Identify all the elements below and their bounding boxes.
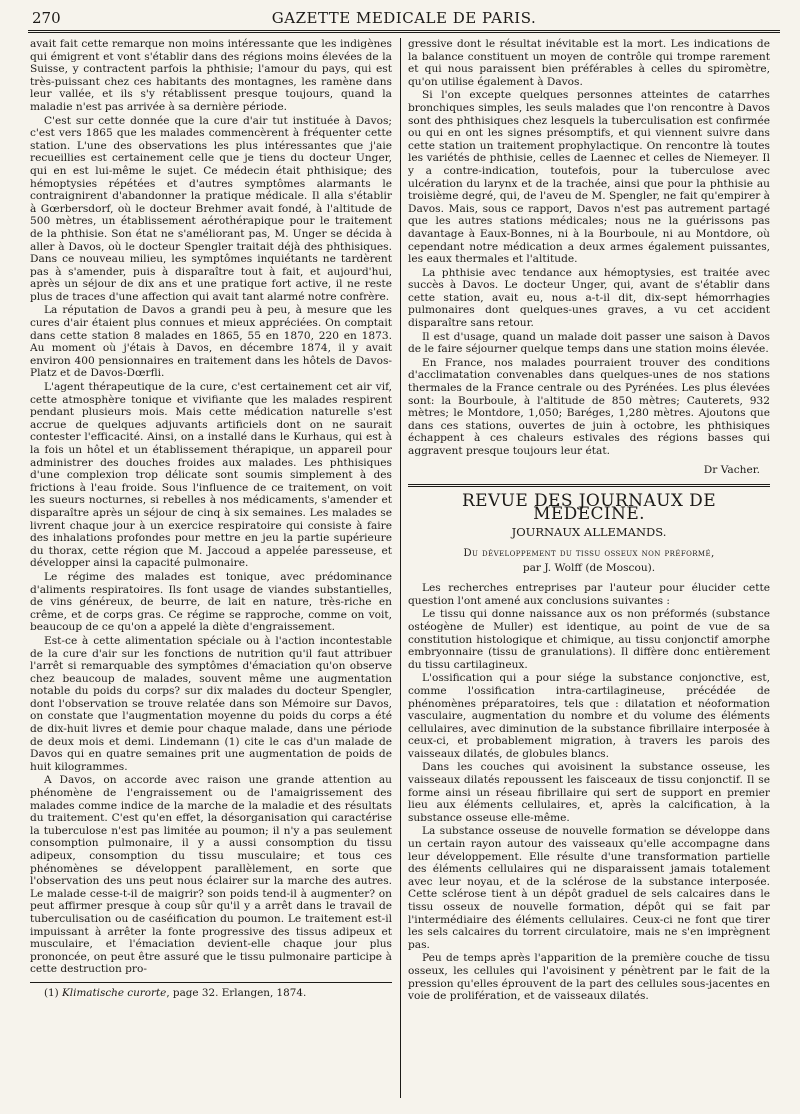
author-signature: Dr Vacher. <box>703 463 760 476</box>
section-title: REVUE DES JOURNAUX DE MÉDECINE. <box>461 491 717 524</box>
paragraph: Le régime des malades est tonique, avec prédominance d'aliments respiratoires. Ils font usage de viandes substantielles, de vins généreux, de beurre, de lait en nature, très-riche en crême, et de corps gras. Ce régime se rapproche, comme on voit, beaucoup de ce qu'on a appelé la diète d'engraissement. <box>30 570 392 634</box>
page-header <box>28 6 780 28</box>
paragraph: A Davos, on accorde avec raison une grande attention au phénomène de l'engraissement ou de l'amaigrissement des malades comme indice de la marche de la maladie et des résultats du traitement. C'est qu'en effet, la désorganisation qui caractérise la tuberculose n'est pas limitée au poumon; il n'y a pas seulement consomption pulmonaire, il y a aussi consomption du tissu adipeux, consomption du tissu musculaire; et tous ces phénomènes se développent parallèlement, en sorte que l'observation des uns peut nous éclairer sur la marche des autres. Le malade cesse-t-il de maigrir? son poids tend-il à augmenter? on peut affirmer presque à coup sûr qu'il y a arrêt dans le travail de tuberculisation ou de caséification du poumon. Le traitement est-il impuissant à arrêter la fonte progressive des tissus adipeux et musculaire, et l'émaciation devient-elle chaque jour plus prononcée, on peut être assuré que le tissu pulmonaire participe à cette destruction pro- <box>30 774 392 976</box>
paragraph: Dans les couches qui avoisinent la substance osseuse, les vaisseaux dilatés repoussent les faisceaux de tissu conjonctif. Il se forme ainsi un réseau fibrillaire qui sert de support en premier lieu aux éléments cellulaires, et, après la calcification, à la substance osseuse elle-même. <box>408 761 770 824</box>
paragraph: avait fait cette remarque non moins intéressante que les indigènes qui émigrent et vont s'établir dans des régions moins élevées de la Suisse, y contractent parfois la phthisie; l'amour du pays, qui est très-puissant chez ces habitants des montagnes, les ramène dans leur vallée, et ils s'y rétablissent presque toujours, quand la maladie n'est pas arrivée à sa dernière période. <box>30 38 392 113</box>
footnote-rest: , page 32. Erlangen, 1874. <box>166 986 307 999</box>
paragraph: En France, nos malades pourraient trouver des conditions d'acclimatation convenables dans quelques-unes de nos stations thermales de la France centrale ou des Pyrénées. Les plus élevées sont: la Bourboule, à l'altitude de 850 mètres; Cauterets, 932 mètres; le Montdore, 1,050; Baréges, 1,280 mètres. Ajoutons que dans ces stations, ouvertes de juin à octobre, les phthisiques échappent à ces chaleurs estivales des régions basses qui aggravent presque toujours leur état. <box>408 356 770 457</box>
paragraph: La substance osseuse de nouvelle formation se développe dans un certain rayon autour des vaisseaux qu'elle accompagne dans leur développement. Elle résulte d'une transformation partielle des éléments cellulaires qui ne disparaissent jamais totalement avec leur noyau, et de la sclérose de la substance interposée. Cette sclérose tient à un dépôt graduel de sels calcaires dans le tissu osseux de nouvelle formation, dépôt qui se fait par l'intermédiaire des éléments cellulaires. Ceux-ci ne font que tirer les sels calcaires du torrent circulatoire, mais ne s'en imprègnent pas. <box>408 825 770 951</box>
paragraph: Les recherches entreprises par l'auteur pour élucider cette question l'ont amené aux conclusions suivantes : <box>408 582 770 607</box>
paragraph: Il est d'usage, quand un malade doit passer une saison à Davos de le faire séjourner quelque temps dans une station moins élevée. <box>408 330 770 356</box>
page-number: 270 <box>32 9 61 27</box>
paragraph: Si l'on excepte quelques personnes atteintes de catarrhes bronchiques simples, les seuls malades que l'on rencontre à Davos sont des phthisiques chez lesquels la tuberculisation est confirmée ou qui en ont les signes présomptifs, et qui viennent suivre dans cette station un traitement prophylactique. On rencontre là toutes les variétés de phthisie, celles de Laennec et celles de Niemeyer. Il y a contre-indication, toutefois, pour la tuberculose avec ulcération du larynx et de la trachée, ainsi que pour la phthisie au troisième degré, qui, de l'aveu de M. Spengler, ne fait qu'empirer à Davos. Mais, sous ce rapport, Davos n'est pas autrement partagé que les autres stations médicales; nous ne la guérissons pas davantage à Eaux-Bonnes, ni à la Bourboule, ni au Montdore, où cependant notre médication a deux armes également puissantes, les eaux thermales et l'altitude. <box>408 89 770 266</box>
footnote-title: Klimatische curorte <box>62 986 167 999</box>
paragraph: Le tissu qui donne naissance aux os non préformés (substance ostéogène de Muller) est identique, au point de vue de sa constitution histologique et chimique, au tissu conjonctif amorphe embryonnaire (tissu de granulations). Il diffère donc entièrement du tissu cartilagineux. <box>408 608 770 671</box>
paragraph: L'agent thérapeutique de la cure, c'est certainement cet air vif, cette atmosphère tonique et vivifiante que les malades respirent pendant plusieurs mois. Mais cette médication naturelle s'est accrue de quelques adjuvants artificiels dont on ne saurait contester l'efficacité. Ainsi, on a installé dans le Kurhaus, qui est à la fois un hôtel et un établissement thérapique, un appareil pour administrer des douches froides aux malades. Les phthisiques d'une complexion trop délicate sont soumis simplement à des frictions à l'eau froide. Sous l'influence de ce traitement, on voit les sueurs nocturnes, si rebelles à nos médicaments, s'amender et disparaître après un séjour de cinq à six semaines. Les malades se livrent chaque jour à un exercice respiratoire qui consiste à faire des inhalations profondes pour mettre en jeu la partie supérieure du thorax, cette région que M. Jaccoud a appelée paresseuse, et développer ainsi la capacité pulmonaire. <box>30 381 392 570</box>
column-divider <box>400 38 401 1098</box>
article-author: par J. Wolff (de Moscou). <box>522 561 656 574</box>
footnote <box>30 987 392 1000</box>
journal-title: GAZETTE MEDICALE DE PARIS. <box>271 9 537 27</box>
paragraph: La phthisie avec tendance aux hémoptysies, est traitée avec succès à Davos. Le docteur Unger, qui, avant de s'établir dans cette station, avait eu, nous a-t-il dit, dix-sept hémorrhagies pulmonaires dont quelques-unes graves, a vu cet accident disparaître sans retour. <box>408 266 770 330</box>
paragraph: La réputation de Davos a grandi peu à peu, à mesure que les cures d'air étaient plus connues et mieux appréciées. On comptait dans cette station 8 malades en 1865, 55 en 1870, 220 en 1873. Au moment où j'étais à Davos, en décembre 1874, il y avait environ 400 pensionnaires en traitement dans les hôtels de Davos-Platz et de Davos-Dœrfli. <box>30 304 392 380</box>
paragraph: Peu de temps après l'apparition de la première couche de tissu osseux, les cellules qui l'avoisinent y pénètrent par le fait de la pression qu'elles éprouvent de la part des cellules sous-jacentes en voie de prolifération, et de vaisseaux dilatés. <box>408 952 770 1003</box>
right-column <box>408 38 770 1108</box>
header-rule <box>28 30 780 33</box>
paragraph: Est-ce à cette alimentation spéciale ou à l'action incontestable de la cure d'air sur les fonctions de nutrition qu'il faut attribuer l'arrêt si remarquable des symptômes d'émaciation qu'on observe chez beaucoup de malades, souvent même une augmentation notable du poids du corps? sur dix malades du docteur Spengler, dont l'observation se trouve relatée dans son Mémoire sur Davos, on constate que l'augmentation moyenne du poids du corps a été de dix-huit livres et demie pour chaque malade, dans une période de deux mois et demi. Lindemann (1) cite le cas d'un malade de Davos qui en quatre semaines prit une augmentation de poids de huit kilogrammes. <box>30 634 392 773</box>
footnote-rule <box>30 982 392 983</box>
article-title-text: Du développement du tissu osseux non préformé, <box>463 546 715 559</box>
section-rule <box>408 484 770 487</box>
paragraph: C'est sur cette donnée que la cure d'air tut instituée à Davos; c'est vers 1865 que les malades commencèrent à fréquenter cette station. L'une des observations les plus intéressantes que j'aie recueillies est certainement celle que je tiens du docteur Unger, qui en est lui-même le sujet. Ce médecin était phthisique; des hémoptysies répétées et d'autres symptômes alarmants le contraignirent d'abandonner la pratique médicale. Il alla s'établir à Gœrbersdorf, où le docteur Brehmer avait fondé, à l'altitude de 500 mètres, un établissement aérothérapique pour le traitement de la phthisie. Son état ne s'améliorant pas, M. Unger se décida à aller à Davos, où le docteur Spengler traitait déjà des phthisiques. Dans ce nouveau milieu, les symptômes inquiétants ne tardèrent pas à s'amender, puis à disparaître tout à fait, et aujourd'hui, après un séjour de dix ans et une pratique fort active, il ne reste plus de traces d'une affection qui avait tant alarmé notre confrère. <box>30 114 392 303</box>
paragraph: L'ossification qui a pour siége la substance conjonctive, est, comme l'ossification intra-cartilagineuse, précédée de phénomènes préparatoires, tels que : dilatation et néoformation vasculaire, augmentation du nombre et du volume des éléments cellulaires, avec diminution de la substance fibrillaire interposée à ceux-ci, et probablement migration, à travers les parois des vaisseaux dilatés, de globules blancs. <box>408 672 770 760</box>
footnote-marker: (1) <box>44 986 59 999</box>
subsection-title: JOURNAUX ALLEMANDS. <box>511 525 667 540</box>
article-title <box>408 547 770 560</box>
left-column <box>30 38 392 1078</box>
paragraph: gressive dont le résultat inévitable est la mort. Les indications de la balance constituent un moyen de contrôle qui trompe rarement et qui nous paraissent bien préférables à celles du spiromètre, qu'on utilise également à Davos. <box>408 38 770 88</box>
